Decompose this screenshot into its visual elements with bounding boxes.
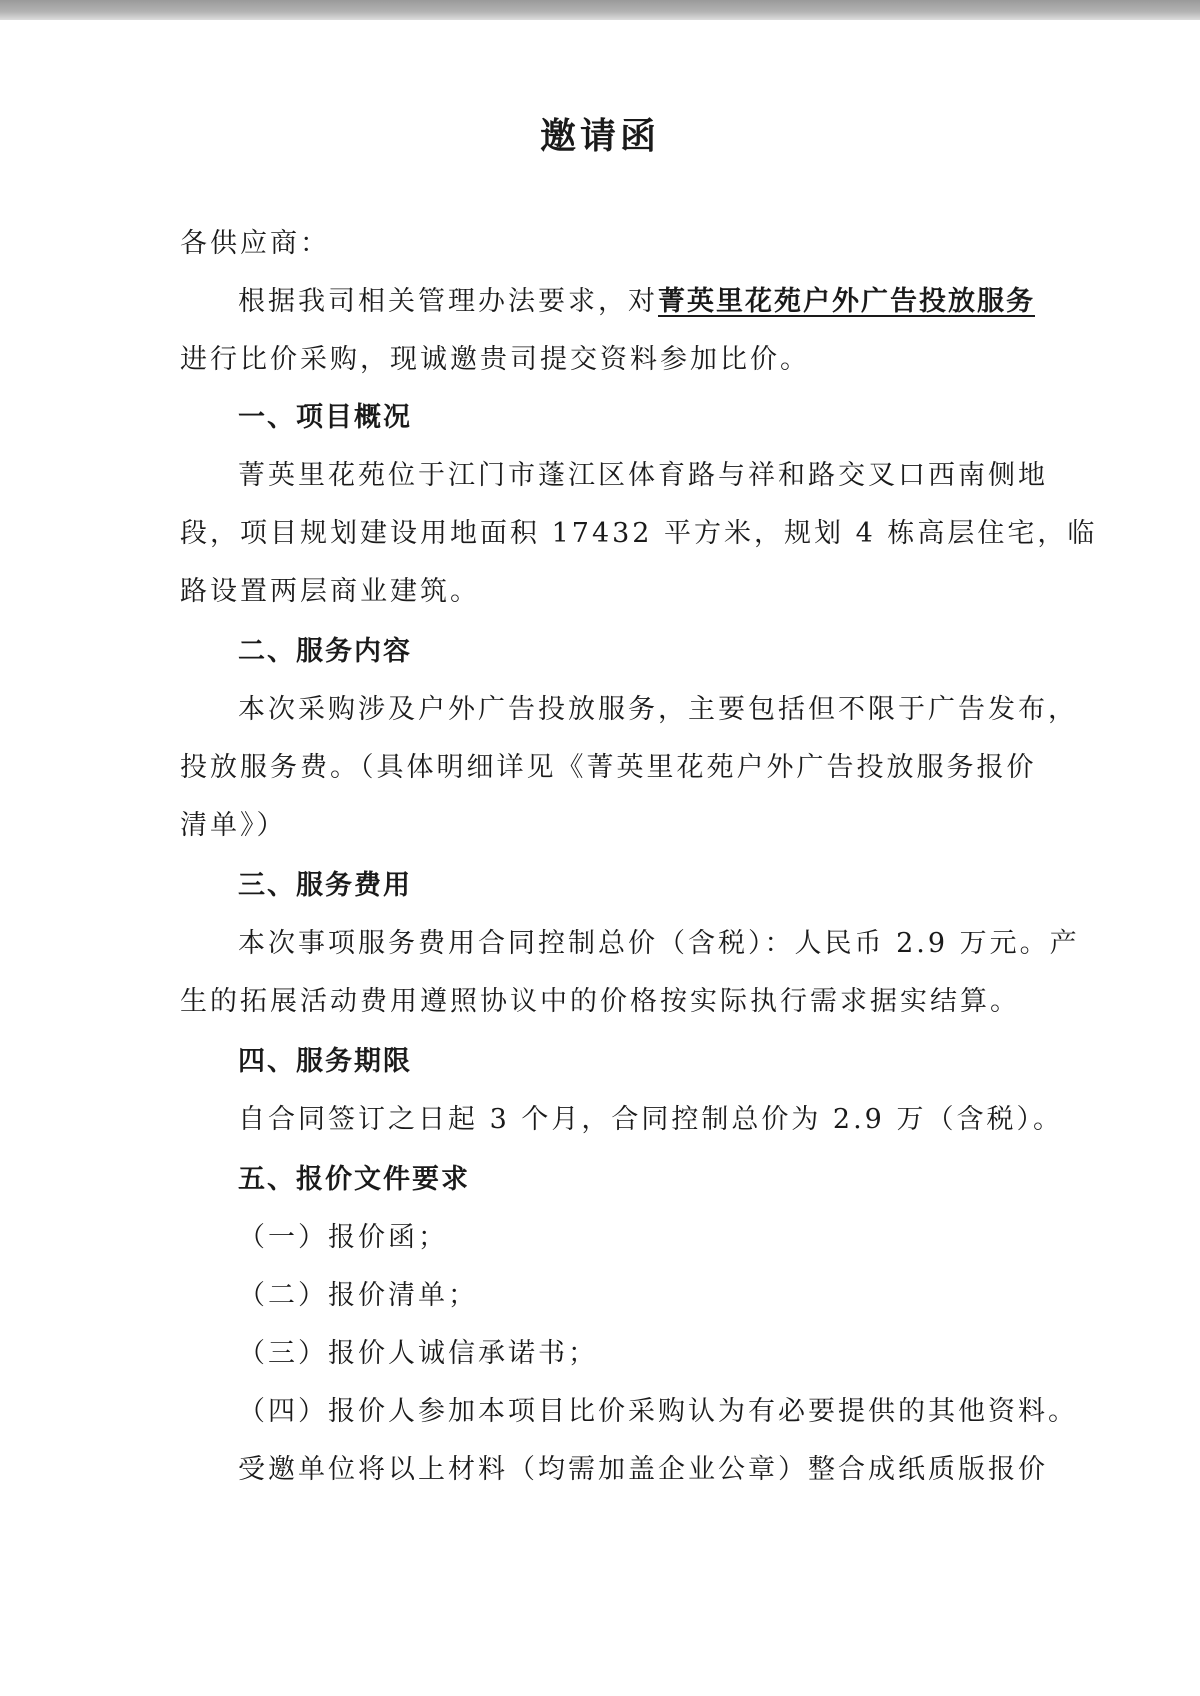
section-2-line-1: 本次采购涉及户外广告投放服务，主要包括但不限于广告发布， [238,694,1078,725]
section-4-line-1: 自合同签订之日起 3 个月，合同控制总价为 2.9 万（含税）。 [238,1104,1063,1135]
section-5-closing-line: 受邀单位将以上材料（均需加盖企业公章）整合成纸质版报价 [238,1454,1048,1485]
section-3-line-2: 生的拓展活动费用遵照协议中的价格按实际执行需求据实结算。 [180,986,1020,1017]
intro-line-2: 进行比价采购，现诚邀贵司提交资料参加比价。 [180,344,810,375]
section-1-line-1: 菁英里花苑位于江门市蓬江区体育路与祥和路交叉口西南侧地 [238,460,1048,491]
project-name: 菁英里花苑户外广告投放服务 [658,286,1035,317]
section-3-line-1: 本次事项服务费用合同控制总价（含税）：人民币 2.9 万元。产 [238,928,1080,959]
intro-text: 根据我司相关管理办法要求，对 [238,286,658,317]
section-1-line-3: 路设置两层商业建筑。 [180,576,480,607]
section-2-line-3: 清单》） [180,810,287,841]
section-heading-overview: 一、项目概况 [238,402,412,433]
requirement-item: （四）报价人参加本项目比价采购认为有必要提供的其他资料。 [238,1396,1078,1427]
requirement-item: （一）报价函； [238,1222,448,1253]
section-heading-service-period: 四、服务期限 [238,1046,412,1077]
section-heading-service-fee: 三、服务费用 [238,870,412,901]
section-2-line-2: 投放服务费。（具体明细详见《菁英里花苑户外广告投放服务报价 [180,752,1037,783]
section-1-line-2: 段，项目规划建设用地面积 17432 平方米，规划 4 栋高层住宅，临 [180,518,1098,549]
intro-line-1 [238,284,1035,320]
salutation: 各供应商： [180,228,330,259]
page-title: 邀请函 [539,116,660,157]
requirement-item: （三）报价人诚信承诺书； [238,1338,598,1369]
requirement-item: （二）报价清单； [238,1280,478,1311]
section-heading-quotation-requirements: 五、报价文件要求 [238,1164,470,1195]
section-heading-service-content: 二、服务内容 [238,636,412,667]
